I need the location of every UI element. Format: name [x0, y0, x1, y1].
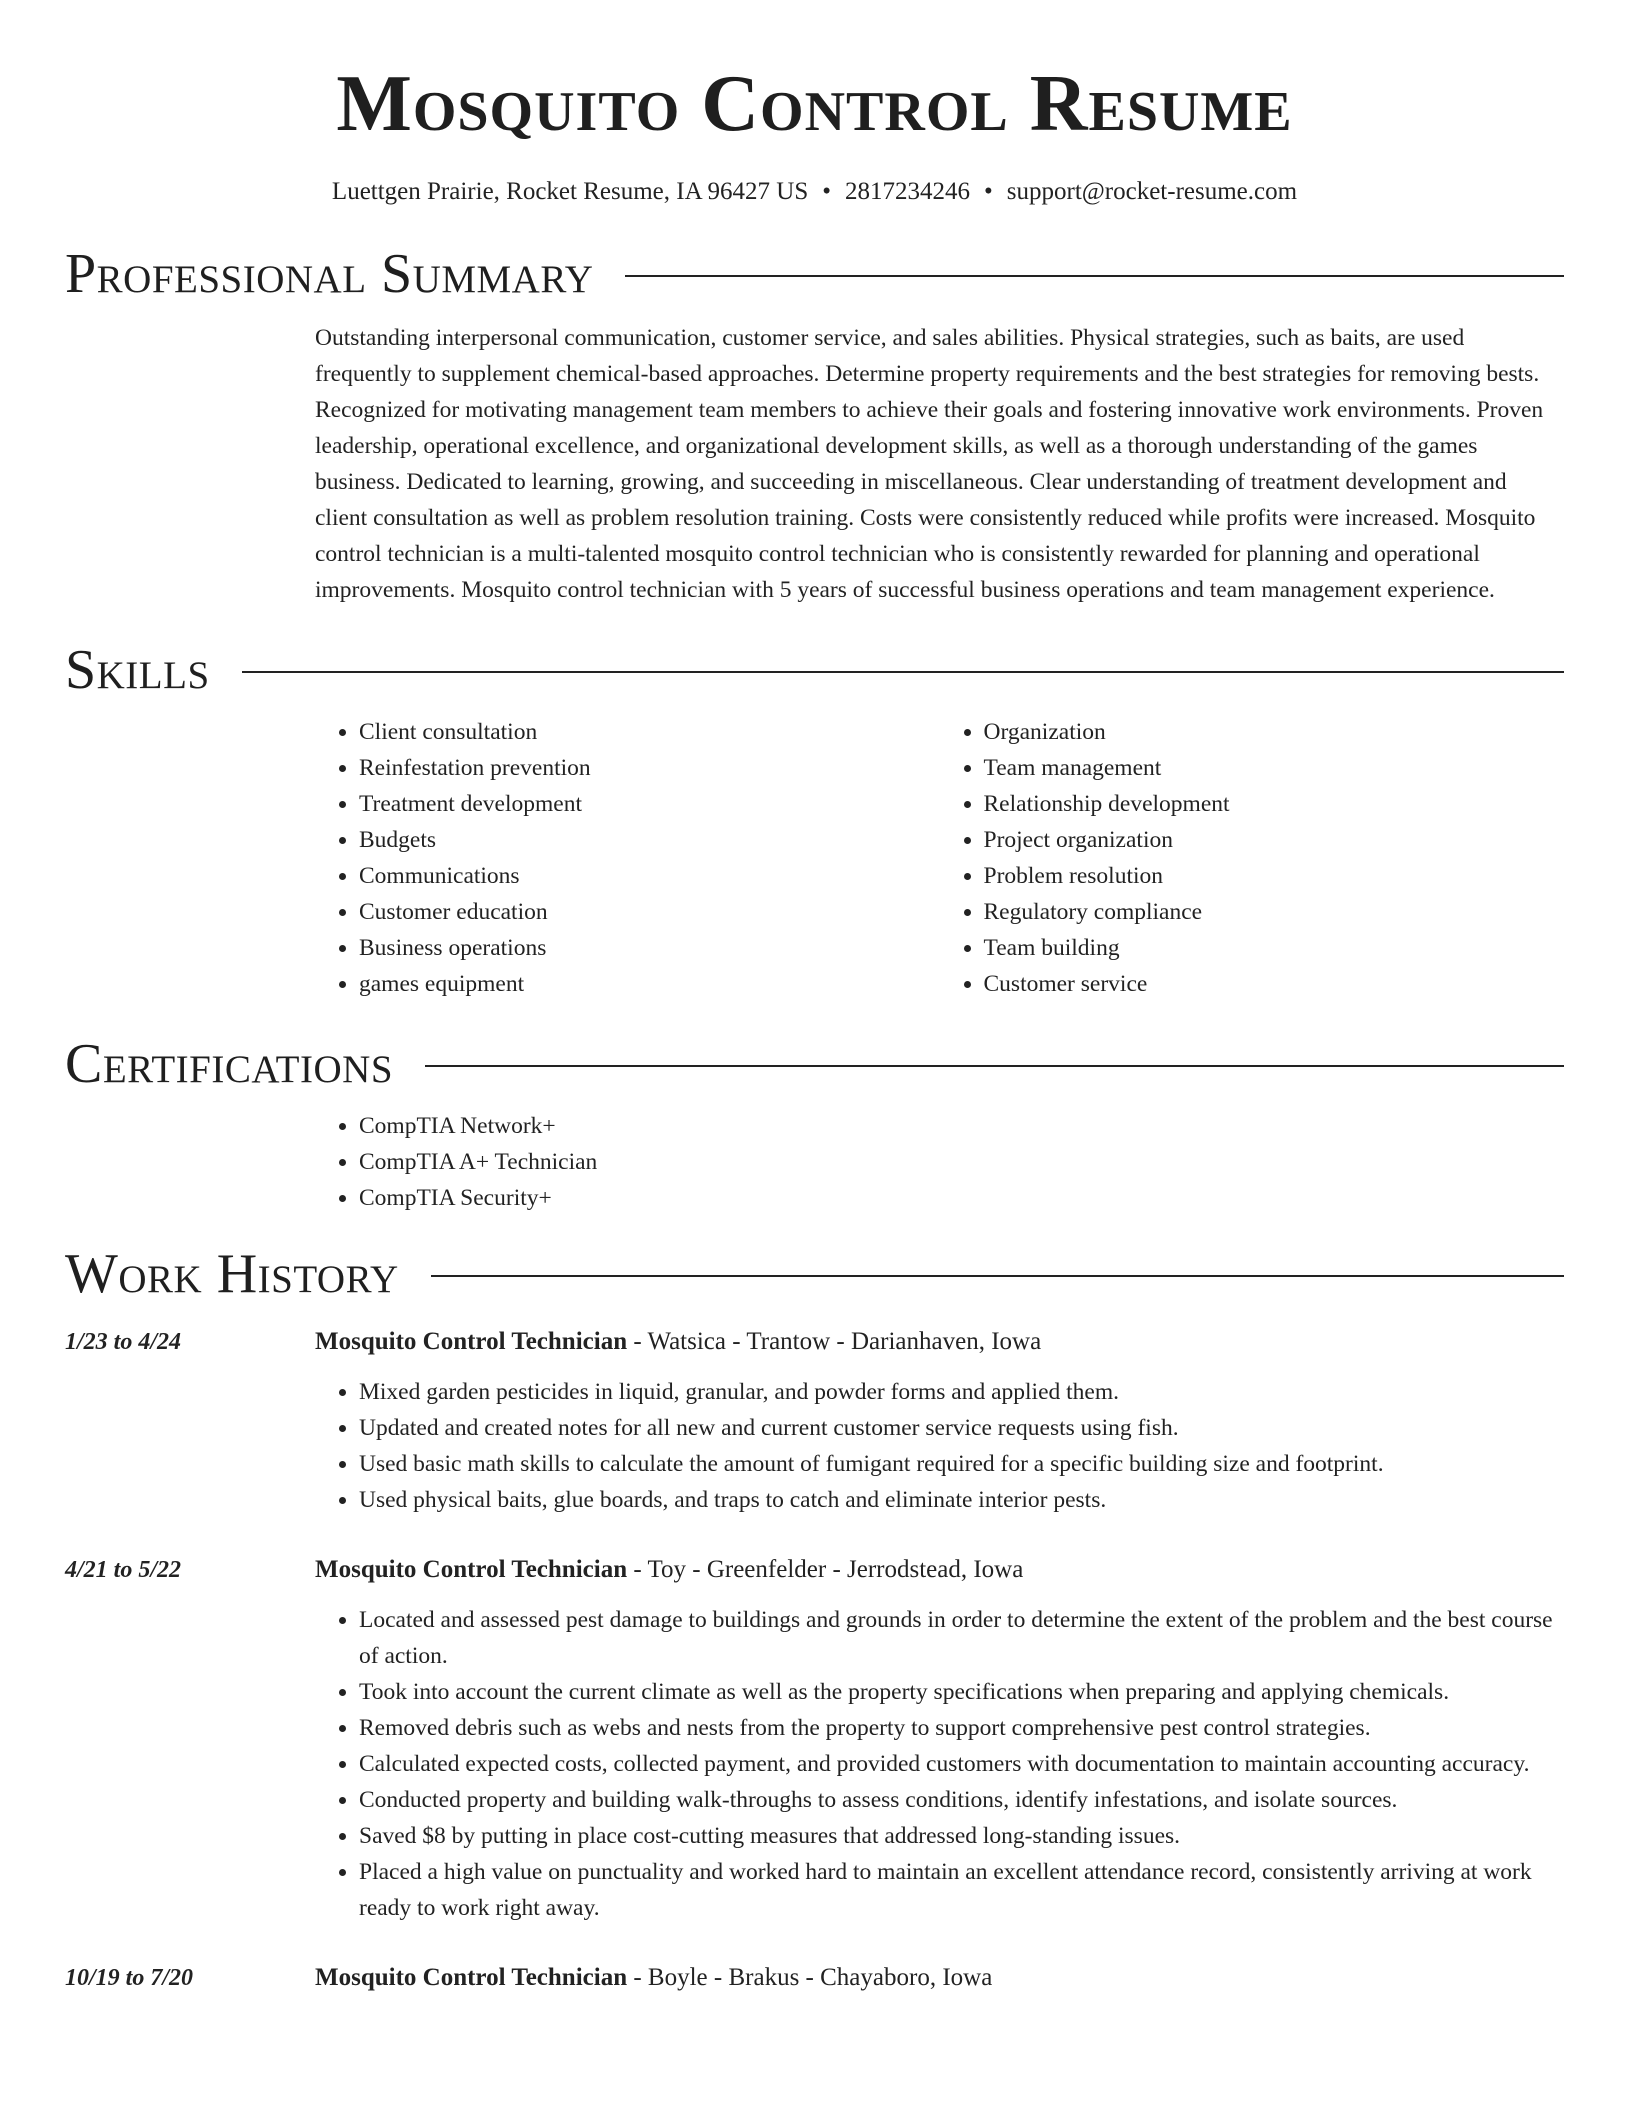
job-header	[65, 1324, 1564, 1360]
summary-heading: Professional Summary	[65, 243, 594, 305]
skill-item: • Team management	[984, 750, 1565, 786]
skill-item: • Customer education	[359, 894, 940, 930]
skills-list	[315, 714, 1564, 1002]
job-bullet: • Took into account the current climate as well as the property specifications when preparing and applying chemicals.	[359, 1674, 1564, 1710]
section-rule	[625, 275, 1564, 277]
section-rule	[425, 1065, 1564, 1067]
job-bullet: • Located and assessed pest damage to buildings and grounds in order to determine the extent of the problem and the best course of action.	[359, 1602, 1564, 1674]
section-rule	[242, 671, 1564, 673]
certification-item: • CompTIA A+ Technician	[359, 1144, 1564, 1180]
address: Luettgen Prairie, Rocket Resume, IA 96427 US	[331, 178, 809, 205]
job-dates: 1/23 to 4/24	[65, 1329, 182, 1355]
skill-item: • Client consultation	[359, 714, 940, 750]
job-entry	[65, 1324, 1564, 1518]
job-bullet: • Used basic math skills to calculate the amount of fumigant required for a specific building size and footprint.	[359, 1446, 1564, 1482]
summary-section-header	[65, 243, 1564, 305]
skill-item: • Project organization	[984, 822, 1565, 858]
job-entry	[65, 1552, 1564, 1926]
work-history-section-header	[65, 1243, 1564, 1305]
skill-item: • Regulatory compliance	[984, 894, 1565, 930]
work-history-heading: Work History	[65, 1243, 399, 1305]
skill-item: • Problem resolution	[984, 858, 1565, 894]
skills-heading: Skills	[65, 639, 210, 701]
skill-item: • Treatment development	[359, 786, 940, 822]
job-bullet: • Removed debris such as webs and nests from the property to support comprehensive pest control strategies.	[359, 1710, 1564, 1746]
certification-item: • CompTIA Security+	[359, 1180, 1564, 1216]
job-bullet: • Updated and created notes for all new and current customer service requests using fish.	[359, 1410, 1564, 1446]
job-employer: - Watsica - Trantow - Darianhaven, Iowa	[627, 1328, 1042, 1355]
certifications-heading: Certifications	[65, 1033, 394, 1095]
skill-item: • Customer service	[984, 966, 1565, 1002]
skill-item: • Relationship development	[984, 786, 1565, 822]
job-header	[65, 1552, 1564, 1588]
job-bullet: • Used physical baits, glue boards, and traps to catch and eliminate interior pests.	[359, 1482, 1564, 1518]
skills-left-column	[315, 714, 940, 1002]
skill-item: • Reinfestation prevention	[359, 750, 940, 786]
certifications-section-header	[65, 1033, 1564, 1095]
certification-item: • CompTIA Network+	[359, 1108, 1564, 1144]
summary-text: Outstanding interpersonal communication, customer service, and sales abilities. Physical strategies, such as baits, are used frequently to supplement chemical-based approaches. Determine property requirements and the best strategies for removing bests. Recognized for motivating management team members to achieve their goals and fostering innovative work environments. Proven leadership, operational excellence, and organizational development skills, as well as a thorough understanding of the games business. Dedicated to learning, growing, and succeeding in miscellaneous. Clear understanding of treatment development and client consultation as well as problem resolution training. Costs were consistently reduced while profits were increased. Mosquito control technician is a multi-talented mosquito control technician who is consistently rewarded for planning and operational improvements. Mosquito control technician with 5 years of successful business operations and team management experience.	[315, 325, 1544, 603]
skill-item: • Business operations	[359, 930, 940, 966]
job-bullets	[315, 1374, 1564, 1518]
skill-item: • Organization	[984, 714, 1565, 750]
section-rule	[431, 1275, 1564, 1277]
skills-right-column	[940, 714, 1565, 1002]
contact-separator: •	[822, 178, 831, 205]
job-bullets	[315, 1602, 1564, 1926]
skill-item: • games equipment	[359, 966, 940, 1002]
job-title: Mosquito Control Technician	[315, 1964, 628, 1991]
skill-item: • Budgets	[359, 822, 940, 858]
job-bullet: • Conducted property and building walk-throughs to assess conditions, identify infestations, and isolate sources.	[359, 1782, 1564, 1818]
job-bullet: • Calculated expected costs, collected payment, and provided customers with documentation to maintain accounting accuracy.	[359, 1746, 1564, 1782]
skill-item: • Communications	[359, 858, 940, 894]
job-bullet: • Saved $8 by putting in place cost-cutting measures that addressed long-standing issues.	[359, 1818, 1564, 1854]
job-dates: 4/21 to 5/22	[65, 1557, 182, 1583]
job-title: Mosquito Control Technician	[315, 1556, 628, 1583]
skills-section-header	[65, 639, 1564, 701]
job-employer: - Toy - Greenfelder - Jerrodstead, Iowa	[627, 1556, 1024, 1583]
job-bullet: • Mixed garden pesticides in liquid, granular, and powder forms and applied them.	[359, 1374, 1564, 1410]
resume-title: Mosquito Control Resume	[336, 60, 1293, 148]
email: support@rocket-resume.com	[1006, 178, 1298, 205]
job-employer: - Boyle - Brakus - Chayaboro, Iowa	[627, 1964, 993, 1991]
contact-separator: •	[984, 178, 993, 205]
job-dates: 10/19 to 7/20	[65, 1965, 194, 1991]
contact-line	[65, 178, 1564, 206]
certifications-list	[315, 1108, 1564, 1216]
job-header	[65, 1960, 1564, 1996]
job-entry	[65, 1960, 1564, 1996]
phone: 2817234246	[845, 178, 970, 205]
job-bullet: • Placed a high value on punctuality and worked hard to maintain an excellent attendance record, consistently arriving at work ready to work right away.	[359, 1854, 1564, 1926]
job-title: Mosquito Control Technician	[315, 1328, 628, 1355]
skill-item: • Team building	[984, 930, 1565, 966]
